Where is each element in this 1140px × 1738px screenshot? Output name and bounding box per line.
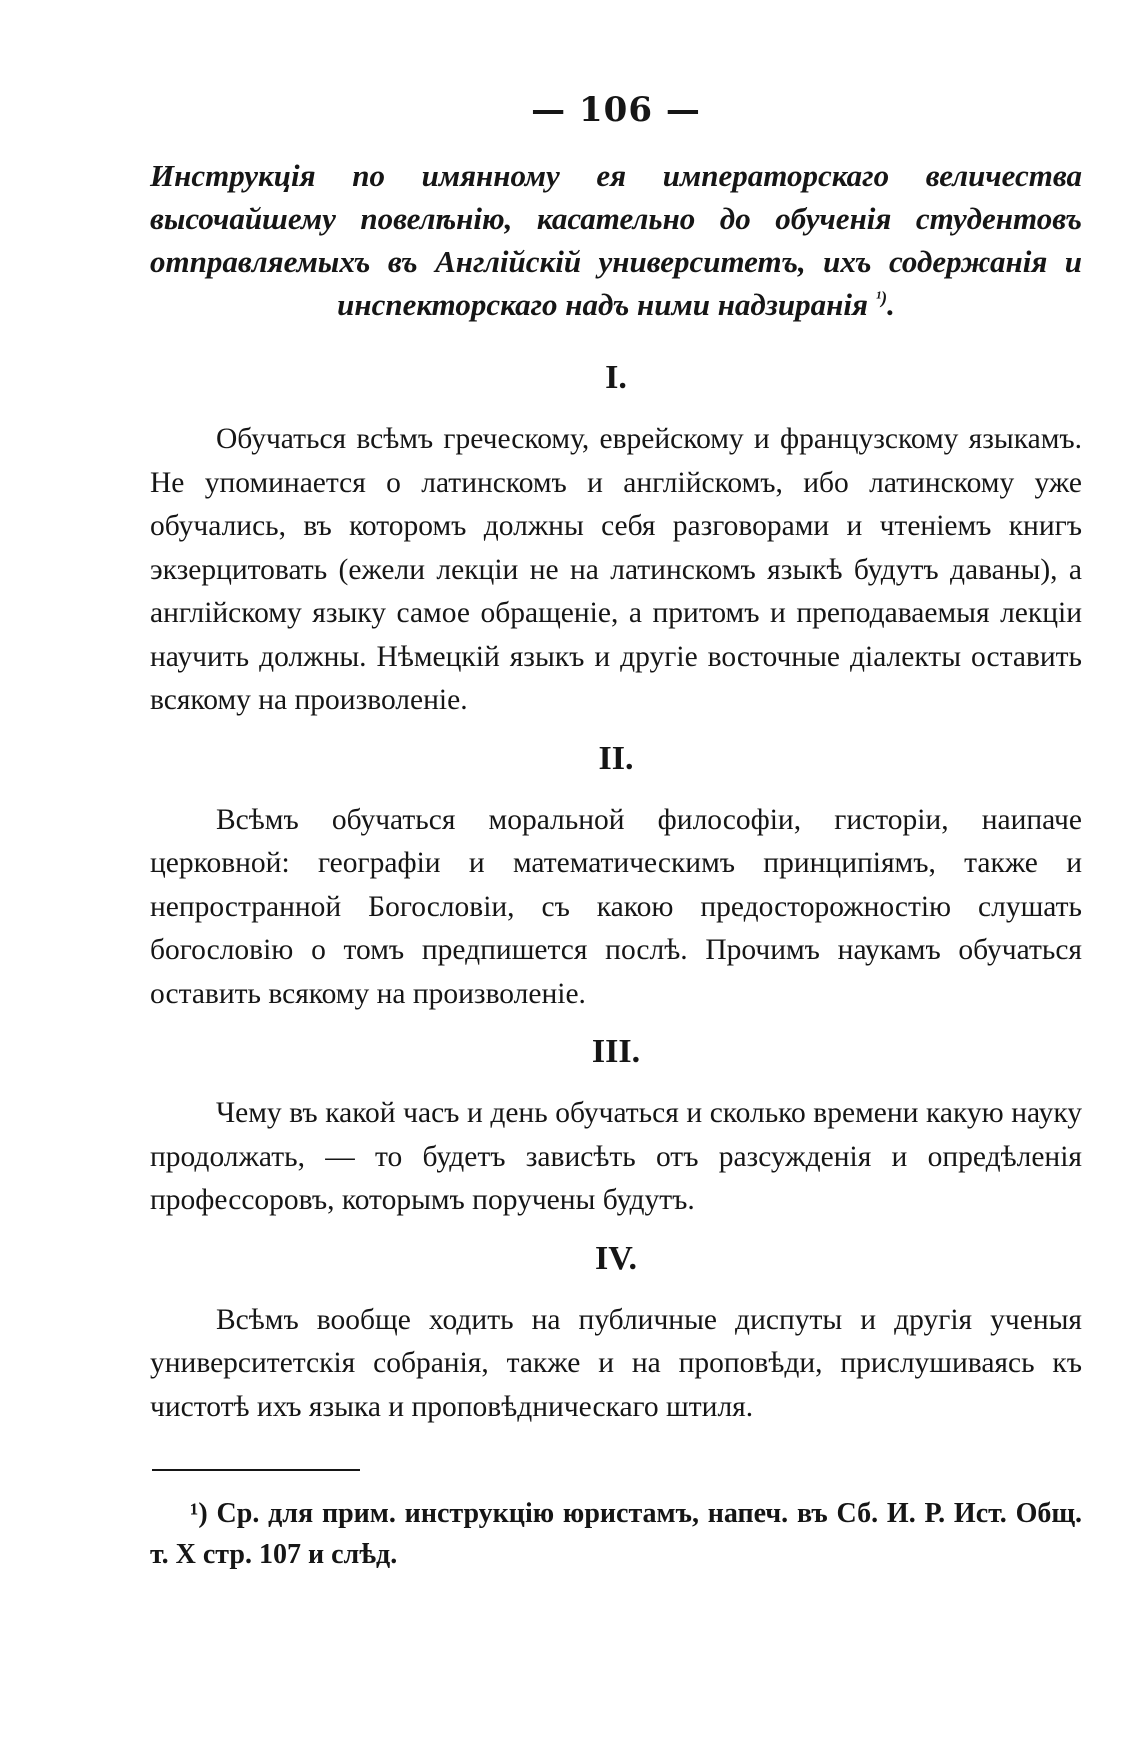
title-text: Инструкція по имянному ея императорскаго величества высочайшему повелѣнію, касательно до обученія студентовъ отправляемыхъ въ Англійскій университетъ, ихъ содержанія и инспекторскаго надъ ними надзиранія	[150, 158, 1082, 322]
title-end: .	[887, 287, 895, 322]
section-paragraph: Всѣмъ обучаться моральной философіи, гисторіи, наипаче церковной: географіи и математическимъ принципіямъ, также и непространной Богословіи, съ какою предосторожностію слушать богословію о томъ предпишется послѣ. Прочимъ наукамъ обучаться оставить всякому на произволеніе.	[150, 803, 1082, 1010]
footnote-mark: ¹)	[190, 1498, 208, 1529]
section-heading: II.	[598, 739, 634, 777]
section-heading: III.	[591, 1033, 641, 1070]
section-heading: IV.	[595, 1239, 637, 1277]
footnote-divider	[152, 1469, 360, 1471]
section-paragraph: Всѣмъ вообще ходить на публичные диспуты и другія ученыя университетскія собранія, также и на проповѣди, прислушиваясь къ чистотѣ ихъ языка и проповѣдническаго штиля.	[150, 1303, 1082, 1423]
section-paragraph: Обучаться всѣмъ греческому, еврейскому и французскому языкамъ. Не упоминается о латинскомъ и англійскомъ, ибо латинскому уже обучались, въ которомъ должны себя разговорами и чтеніемъ книгъ экзерцитовать (ежели лекціи не на латинскомъ языкѣ будутъ даваны), а англійскому языку самое обращеніе, а притомъ и преподаваемыя лекціи научить должны. Нѣмецкій языкъ и другіе восточные діалекты оставить всякому на произволеніе.	[150, 423, 1082, 716]
instruction-title	[150, 154, 1082, 326]
section-heading: I.	[605, 359, 627, 396]
section-paragraph: Чему въ какой часъ и день обучаться и сколько времени какую науку продолжать, — то будетъ зависѣть отъ разсужденія и опредѣленія профессоровъ, которымъ поручены будутъ.	[150, 1097, 1082, 1216]
section-1	[150, 352, 1082, 723]
section-4	[150, 1233, 1082, 1430]
section-3	[150, 1026, 1082, 1223]
book-page	[150, 88, 1082, 1575]
page-number: — 106 —	[531, 90, 701, 130]
section-2	[150, 733, 1082, 1017]
footnote	[150, 1493, 1082, 1575]
footnote-text: Ср. для прим. инструкцію юристамъ, напеч. въ Сб. И. Р. Ист. Общ. т. X стр. 107 и слѣд.	[150, 1498, 1082, 1570]
title-footnote-mark[interactable]: ¹)	[875, 287, 888, 308]
